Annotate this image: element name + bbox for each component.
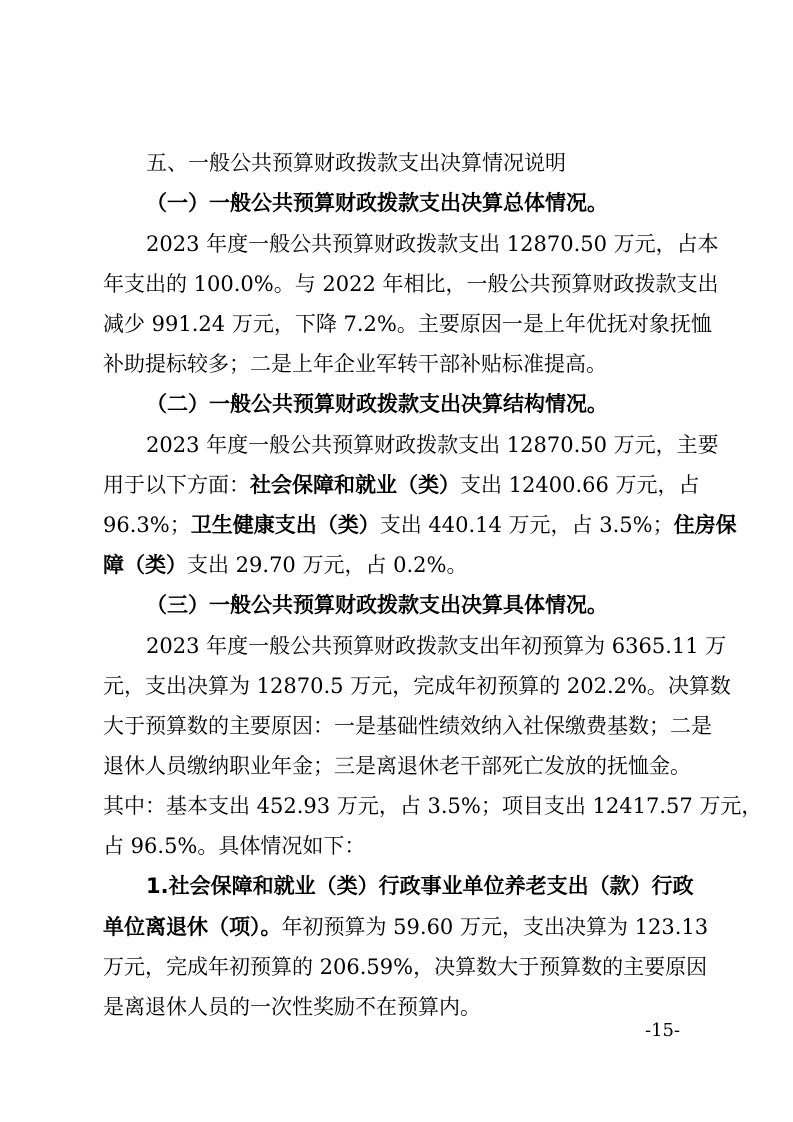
paragraph-line: 元，支出决算为 12870.5 万元，完成年初预算的 202.2%。决算数 <box>103 674 731 698</box>
item-1-heading-cont: 单位离退休（项）。 <box>103 915 282 939</box>
line-text: 支出 12400.66 万元，占 <box>460 473 700 497</box>
paragraph-line: 大于预算数的主要原因：一是基础性绩效纳入社保缴费基数；二是 <box>103 714 712 738</box>
category-housing: 住房保 <box>673 513 737 537</box>
paragraph-line <box>103 545 690 585</box>
paragraph-line <box>103 907 709 947</box>
paragraph-line: 减少 991.24 万元，下降 7.2%。主要原因一是上年优抚对象抚恤 <box>103 312 712 336</box>
line-text: 用于以下方面： <box>103 473 250 497</box>
paragraph-line <box>103 505 737 545</box>
line-text: 支出 29.70 万元，占 0.2%。 <box>187 553 468 577</box>
paragraph-line: 万元，完成年初预算的 206.59%，决算数大于预算数的主要原因 <box>103 955 708 979</box>
line-text: 支出 440.14 万元，占 3.5%； <box>379 513 674 537</box>
item-1-heading: 1.社会保障和就业（类）行政事业单位养老支出（款）行政 <box>146 874 694 898</box>
page-number: -15- <box>645 1020 681 1041</box>
line-text: 年初预算为 59.60 万元，支出决算为 123.13 <box>281 915 709 939</box>
paragraph-line: 2023 年度一般公共预算财政拨款支出 12870.50 万元，占本 <box>146 232 719 256</box>
paragraph-line: 占 96.5%。具体情况如下： <box>103 834 366 858</box>
category-social-security: 社会保障和就业（类） <box>250 473 460 497</box>
paragraph-line: 其中：基本支出 452.93 万元，占 3.5%；项目支出 12417.57 万元， <box>103 794 763 818</box>
section-heading: 五、一般公共预算财政拨款支出决算情况说明 <box>146 151 566 175</box>
subsection-1-heading: （一）一般公共预算财政拨款支出决算总体情况。 <box>146 191 608 215</box>
paragraph-line: 年支出的 100.0%。与 2022 年相比，一般公共预算财政拨款支出 <box>103 272 719 296</box>
paragraph-line: 2023 年度一般公共预算财政拨款支出 12870.50 万元，主要 <box>146 433 719 457</box>
subsection-2-heading: （二）一般公共预算财政拨款支出决算结构情况。 <box>146 392 608 416</box>
paragraph-line: 补助提标较多；二是上年企业军转干部补贴标准提高。 <box>103 352 607 376</box>
paragraph-line: 退休人员缴纳职业年金；三是离退休老干部死亡发放的抚恤金。 <box>103 754 691 778</box>
subsection-3-heading: （三）一般公共预算财政拨款支出决算具体情况。 <box>146 593 608 617</box>
paragraph-line <box>103 465 700 505</box>
line-text: 96.3%； <box>103 513 191 537</box>
category-health: 卫生健康支出（类） <box>190 513 380 537</box>
category-housing-cont: 障（类） <box>103 553 187 577</box>
paragraph-line: 2023 年度一般公共预算财政拨款支出年初预算为 6365.11 万 <box>146 634 727 658</box>
paragraph-line: 是离退休人员的一次性奖励不在预算内。 <box>103 995 481 1019</box>
